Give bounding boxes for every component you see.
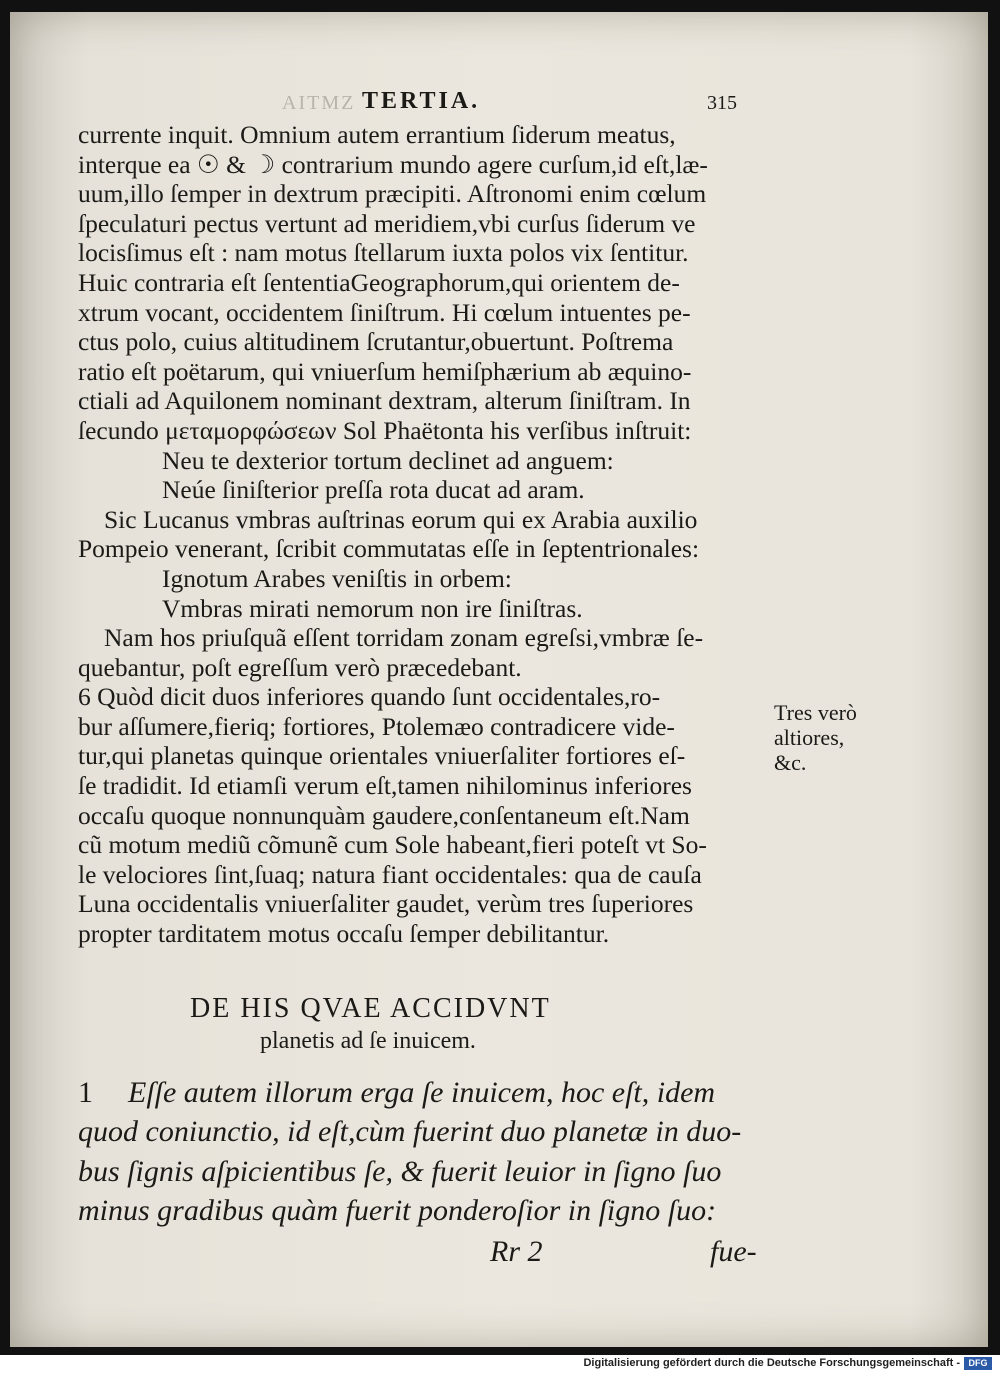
text-line: currente inquit. Omnium autem errantium ſiderum meatus, bbox=[78, 120, 676, 149]
footer-credit: Digitalisierung gefördert durch die Deutsche Forschungsgemeinschaft - bbox=[583, 1357, 960, 1369]
margin-note bbox=[774, 700, 857, 775]
text-line: locisſimus eſt : nam motus ſtellarum iuxta polos vix ſentitur. bbox=[78, 238, 689, 268]
quoted-passage bbox=[78, 1073, 768, 1273]
text-line: Huic contraria eſt ſententiaGeographorum,qui orientem de- bbox=[78, 267, 680, 297]
bleed-through-text: AITMZ bbox=[282, 92, 356, 114]
section-gap bbox=[78, 949, 768, 993]
text-line: Pompeio venerant, ſcribit commutatas eſſe in ſeptentrionales: bbox=[78, 534, 700, 564]
text-line: ſpeculaturi pectus vertunt ad meridiem,vbi curſus ſiderum ve bbox=[78, 208, 696, 238]
text-line: 6 Quòd dicit duos inferiores quando ſunt occidentales,ro- bbox=[78, 682, 661, 712]
text-line: Sic Lucanus vmbras auſtrinas eorum qui ex Arabia auxilio bbox=[104, 504, 698, 534]
text-line: uum,illo ſemper in dextrum præcipiti. Aſtronomi enim cœlum bbox=[78, 179, 707, 209]
verse-line: Neúe ſiniſterior preſſa rota ducat ad aram. bbox=[162, 475, 585, 505]
dfg-logo: DFG bbox=[964, 1357, 992, 1370]
signature-mark: Rr 2 bbox=[490, 1234, 543, 1268]
verse-line: Ignotum Arabes veniſtis in orbem: bbox=[162, 563, 512, 593]
section-heading: DE HIS QVAE ACCIDVNT bbox=[190, 992, 551, 1024]
footer-bar bbox=[0, 1355, 1000, 1374]
quote-line bbox=[78, 1073, 768, 1113]
text-line: bur aſſumere,fieriq; fortiores, Ptolemæo contradicere vide- bbox=[78, 711, 675, 741]
catchword: fue- bbox=[710, 1234, 757, 1268]
text-line: ſe tradidit. Id etiamſi verum eſt,tamen nihilominus inferiores bbox=[78, 771, 692, 801]
quote-number: 1 bbox=[78, 1075, 93, 1109]
text-line: propter tarditatem motus occaſu ſemper debilitantur. bbox=[78, 919, 610, 949]
section-subheading: planetis ad ſe inuicem. bbox=[260, 1027, 476, 1054]
verse-line: Vmbras mirati nemorum non ire ſiniſtras. bbox=[162, 593, 583, 623]
text-line: ctiali ad Aquilonem nominant dextram, alterum ſiniſtram. In bbox=[78, 386, 691, 416]
running-head: TERTIA. bbox=[362, 88, 481, 114]
quote-line: minus gradibus quàm fuerit ponderoſior in ſigno ſuo: bbox=[78, 1194, 717, 1228]
text-block bbox=[78, 120, 768, 1273]
text-line: ratio eſt poëtarum, qui vniuerſum hemiſphærium ab æquino- bbox=[78, 356, 692, 386]
quote-line: quod coniunctio, id eſt,cùm fuerint duo planetæ in duo- bbox=[78, 1115, 742, 1149]
text-line: ctus polo, cuius altitudinem ſcrutantur,obuertunt. Poſtrema bbox=[78, 327, 674, 357]
text-line: quebantur, poſt egreſſum verò præcedebant. bbox=[78, 652, 522, 682]
text-line: cũ motum mediũ cõmunẽ cum Sole habeant,fieri poteſt vt So- bbox=[78, 830, 707, 860]
text-line: le velociores ſint,ſuaq; natura fiant occidentales: qua de cauſa bbox=[78, 859, 702, 889]
margin-note-line: &c. bbox=[774, 750, 807, 775]
text-line: interque ea ☉ & ☽ contrarium mundo agere curſum,id eſt,læ- bbox=[78, 149, 708, 179]
quote-line-text: Eſſe autem illorum erga ſe inuicem, hoc eſt, idem bbox=[128, 1075, 716, 1109]
text-line: ſecundo μεταμορφώσεων Sol Phaëtonta his verſibus inſtruit: bbox=[78, 415, 692, 445]
body-paragraphs bbox=[78, 120, 768, 949]
margin-note-line: altiores, bbox=[774, 725, 845, 750]
signature-line bbox=[78, 1231, 768, 1273]
text-line: occaſu quoque nonnunquàm gaudere,conſentaneum eſt.Nam bbox=[78, 800, 690, 830]
text-line: Luna occidentalis vniuerſaliter gaudet, verùm tres ſuperiores bbox=[78, 889, 694, 919]
text-line: xtrum vocant, occidentem ſiniſtrum. Hi cœlum intuentes pe- bbox=[78, 297, 691, 327]
page-number: 315 bbox=[707, 92, 737, 114]
quote-line: bus ſignis aſpicientibus ſe, & fuerit leuior in ſigno ſuo bbox=[78, 1154, 722, 1188]
text-line: tur,qui planetas quinque orientales vniuerſaliter fortiores eſ- bbox=[78, 741, 686, 771]
margin-note-line: Tres verò bbox=[774, 700, 857, 725]
verse-line: Neu te dexterior tortum declinet ad anguem: bbox=[162, 445, 614, 475]
text-line: Nam hos priuſquã eſſent torridam zonam egreſsi,vmbræ ſe- bbox=[104, 623, 704, 653]
